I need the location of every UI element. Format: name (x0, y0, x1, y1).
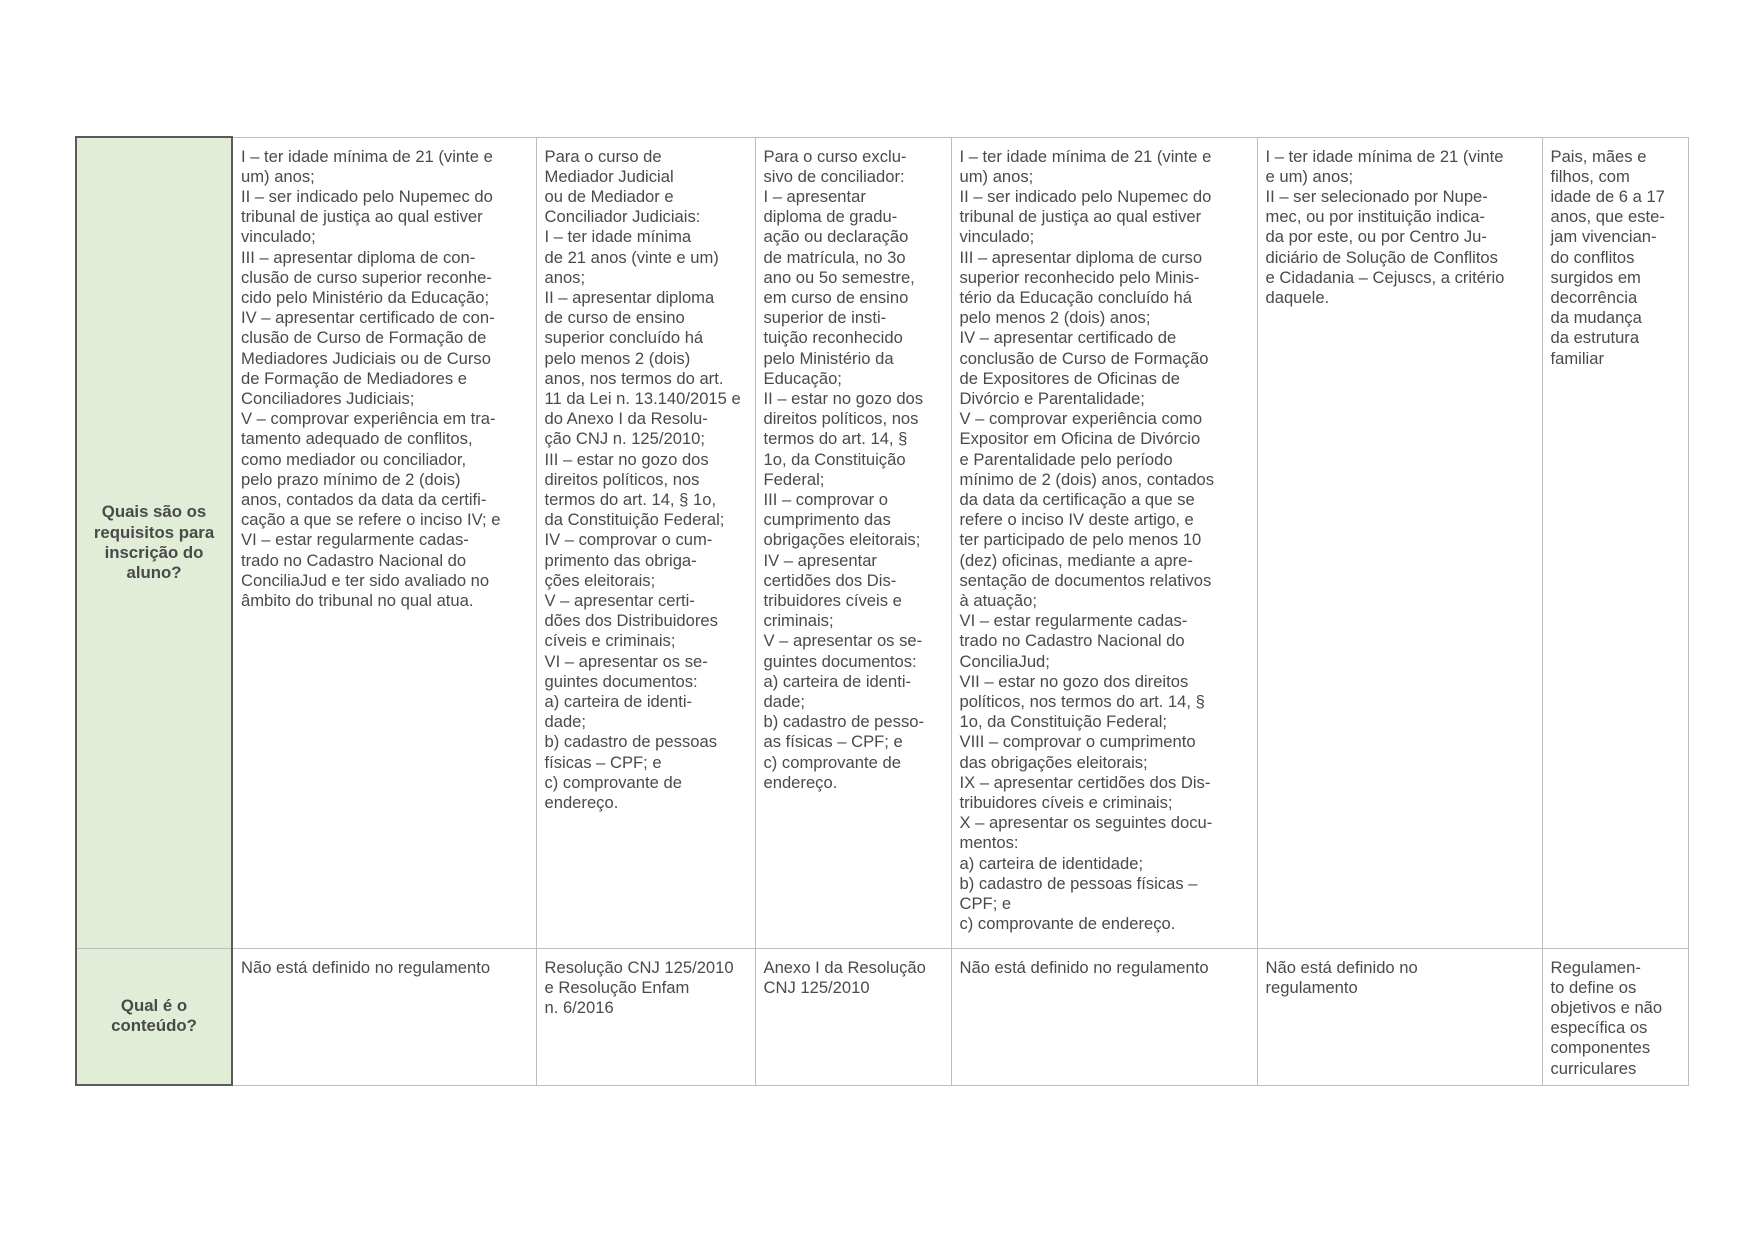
row-header-requisitos: Quais são os requisitos para inscrição do aluno? (76, 137, 232, 948)
table-cell: Não está definido no regulamento (951, 948, 1257, 1085)
table-cell: Não está definido no regulamento (1257, 948, 1542, 1085)
table-cell: Para o curso de Mediador Judicial ou de Mediador e Conciliador Judiciais: I – ter idade mínima de 21 anos (vinte e um) anos; II – apresentar diploma de curso de ensino superior concluído há pelo menos 2 (dois) anos, nos termos do art. 11 da Lei n. 13.140/2015 e do Anexo I da Resolu- ção CNJ n. 125/2010; III – estar no gozo dos direitos políticos, nos termos do art. 14, § 1o, da Constituição Federal; IV – comprovar o cum- primento das obriga- ções eleitorais; V – apresentar certi- dões dos Distribuidores cíveis e criminais; VI – apresentar os se- guintes documentos: a) carteira de identi- dade; b) cadastro de pessoas físicas – CPF; e c) comprovante de endereço. (536, 137, 755, 948)
table-row-conteudo (76, 948, 1688, 1085)
requirements-table (75, 136, 1689, 1086)
table-row-requisitos (76, 137, 1688, 948)
table-cell: Para o curso exclu- sivo de conciliador: I – apresentar diploma de gradu- ação ou declaração de matrícula, no 3o ano ou 5o semestre, em curso de ensino superior de insti- tuição reconhecido pelo Ministério da Educação; II – estar no gozo dos direitos políticos, nos termos do art. 14, § 1o, da Constituição Federal; III – comprovar o cumprimento das obrigações eleitorais; IV – apresentar certidões dos Dis- tribuidores cíveis e criminais; V – apresentar os se- guintes documentos: a) carteira de identi- dade; b) cadastro de pesso- as físicas – CPF; e c) comprovante de endereço. (755, 137, 951, 948)
table-cell: Anexo I da Resolução CNJ 125/2010 (755, 948, 951, 1085)
table-cell: Regulamen- to define os objetivos e não específica os componentes curriculares (1542, 948, 1688, 1085)
table-cell: Não está definido no regulamento (232, 948, 536, 1085)
table-cell: I – ter idade mínima de 21 (vinte e um) anos; II – ser indicado pelo Nupemec do tribunal de justiça ao qual estiver vinculado; III – apresentar diploma de curso superior reconhecido pelo Minis- tério da Educação concluído há pelo menos 2 (dois) anos; IV – apresentar certificado de conclusão de Curso de Formação de Expositores de Oficinas de Divórcio e Parentalidade; V – comprovar experiência como Expositor em Oficina de Divórcio e Parentalidade pelo período mínimo de 2 (dois) anos, contados da data da certificação a que se refere o inciso IV deste artigo, e ter participado de pelo menos 10 (dez) oficinas, mediante a apre- sentação de documentos relativos à atuação; VI – estar regularmente cadas- trado no Cadastro Nacional do ConciliaJud; VII – estar no gozo dos direitos políticos, nos termos do art. 14, § 1o, da Constituição Federal; VIII – comprovar o cumprimento das obrigações eleitorais; IX – apresentar certidões dos Dis- tribuidores cíveis e criminais; X – apresentar os seguintes docu- mentos: a) carteira de identidade; b) cadastro de pessoas físicas – CPF; e c) comprovante de endereço. (951, 137, 1257, 948)
table-cell: I – ter idade mínima de 21 (vinte e um) anos; II – ser indicado pelo Nupemec do tribunal de justiça ao qual estiver vinculado; III – apresentar diploma de con- clusão de curso superior reconhe- cido pelo Ministério da Educação; IV – apresentar certificado de con- clusão de Curso de Formação de Mediadores Judiciais ou de Curso de Formação de Mediadores e Conciliadores Judiciais; V – comprovar experiência em tra- tamento adequado de conflitos, como mediador ou conciliador, pelo prazo mínimo de 2 (dois) anos, contados da data da certifi- cação a que se refere o inciso IV; e VI – estar regularmente cadas- trado no Cadastro Nacional do ConciliaJud e ter sido avaliado no âmbito do tribunal no qual atua. (232, 137, 536, 948)
row-header-conteudo: Qual é o conteúdo? (76, 948, 232, 1085)
table-cell: Resolução CNJ 125/2010 e Resolução Enfam n. 6/2016 (536, 948, 755, 1085)
table-cell: I – ter idade mínima de 21 (vinte e um) anos; II – ser selecionado por Nupe- mec, ou por instituição indica- da por este, ou por Centro Ju- diciário de Solução de Conflitos e Cidadania – Cejuscs, a critério daquele. (1257, 137, 1542, 948)
table-cell: Pais, mães e filhos, com idade de 6 a 17 anos, que este- jam vivencian- do conflitos surgidos em decorrência da mudança da estrutura familiar (1542, 137, 1688, 948)
